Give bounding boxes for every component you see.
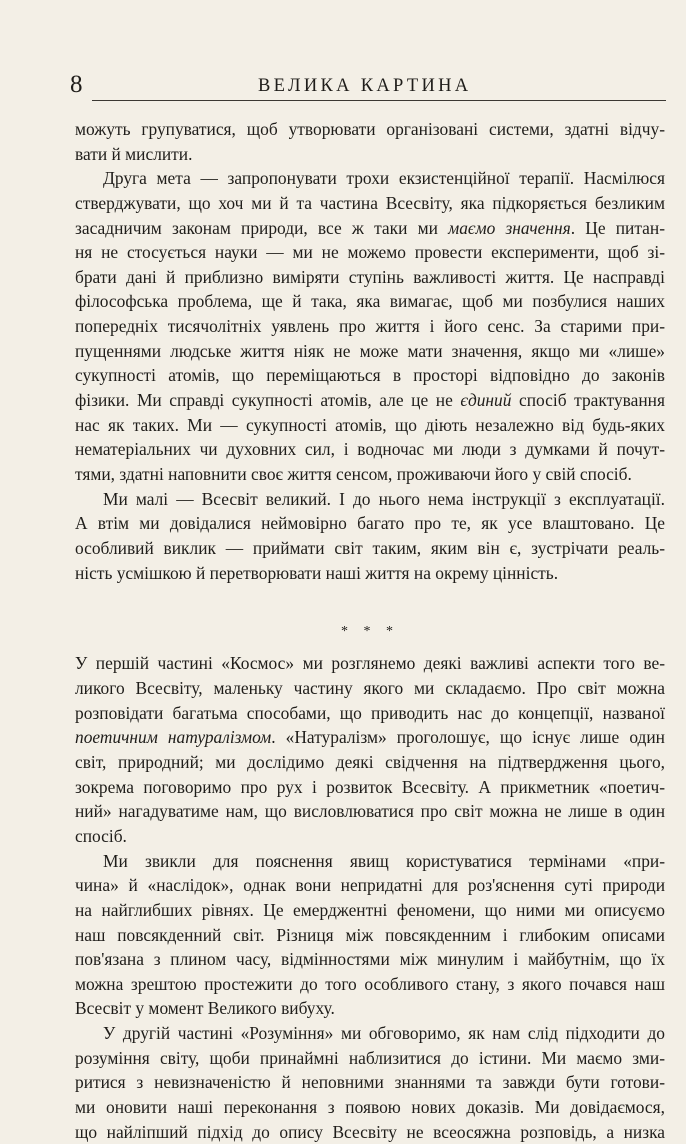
text-line: попередніх тисячолітніх уявлень про життя і його сенс. За старими при- [75,316,665,337]
text-line: наш повсякденний світ. Різниця між повсякденним і глибоким описами [75,924,665,945]
text-line: ня не стосується науки — ми не можемо провести експерименти, щоб зі- [75,242,665,263]
text-line: брати дані й приблизно виміряти ступінь важливості життя. Це насправді [75,266,665,287]
text-line: світ, природний; ми дослідимо деякі свідчення на підтвердження цього, [75,752,665,773]
text-line: розповідати багатьма способами, що приводить нас до концепції, названої [75,702,665,723]
text-line: У першій частині «Космос» ми розглянемо деякі важливі аспекти того ве- [75,653,665,674]
text-line: поетичним натуралізмом. «Натуралізм» проголошує, що існує лише один [75,727,665,748]
text-line: сукупності атомів, що переміщаються в просторі відповідно до законів [75,365,665,386]
text-line: пущеннями людське життя ніяк не може мати значення, якщо ми «лише» [75,340,665,361]
text-line: зокрема поговоримо про рух і розвиток Всесвіту. А прикметник «поетич- [75,776,665,797]
text-line: ликого Всесвіту, маленьку частину якого ми складаємо. Про світ можна [75,678,665,699]
text-line: фізики. Ми справді сукупності атомів, але це не єдиний спосіб трактування [75,390,665,411]
text-line: чина» й «наслідок», однак вони непридатні для роз'яснення суті природи [75,875,665,896]
emphasis: маємо значення [448,217,571,238]
text-line: Друга мета — запропонувати трохи екзистенційної терапії. Насмілюся [103,168,665,189]
emphasis: поетичним натуралізмом [75,727,272,748]
text-line: Всесвіт у момент Великого вибуху. [75,998,335,1019]
text-line: пов'язана з плином часу, відмінностями між минулим і майбутнім, що їх [75,949,665,970]
text-line: ритися з невизначеністю й неповними знаннями та завжди бути готови- [75,1072,665,1093]
running-head: ВЕЛИКА КАРТИНА [258,76,472,96]
text-line: ний» нагадуватиме нам, що висловлюватися про світ можна не лише в один [75,801,665,822]
text-line: вати й мислити. [75,143,193,164]
header-rule [92,100,666,101]
text-line: спосіб. [75,825,127,846]
page-number: 8 [70,71,83,98]
text-line: ми оновити наші переконання з появою нових доказів. Ми довідаємося, [75,1096,665,1117]
text-line: У другій частині «Розуміння» ми обговоримо, як нам слід підходити до [103,1023,665,1044]
text-line: нематеріальних чи духовних сил, і водночас ми люди з думками й почут- [75,439,665,460]
text-line: тями, здатні наповнити своє життя сенсом, проживаючи його у свій спосіб. [75,463,632,484]
section-separator: * * * [341,623,399,639]
text-line: засадничим законам природи, все ж таки ми маємо значення. Це питан- [75,217,665,238]
text-line: розуміння світу, щоби принаймні наблизитися до істини. Ми маємо зми- [75,1047,665,1068]
text-line: філософська проблема, ще й така, яка вимагає, щоб ми позбулися наших [75,291,665,312]
text-line: А втім ми довідалися неймовірно багато про те, як усе влаштовано. Це [75,513,665,534]
emphasis: єдиний [460,390,512,411]
text-line: що найліпший підхід до опису Всесвіту не всеосяжна розповідь, а низка [75,1121,665,1142]
text-line: особливий виклик — приймати світ таким, яким він є, зустрічати реаль- [75,537,665,558]
body-text [75,117,665,1144]
text-line: нас як таких. Ми — сукупності атомів, що діють незалежно від будь-яких [75,414,665,435]
text-line: Ми малі — Всесвіт великий. І до нього нема інструкції з експлуатації. [103,488,665,509]
text-line: Ми звикли для пояснення явищ користуватися термінами «при- [103,850,665,871]
text-line: можна зрештою простежити до того особливого стану, з якого почався наш [75,973,665,994]
text-line: можуть групуватися, щоб утворювати організовані системи, здатні відчу- [75,119,665,139]
text-line: ність усмішкою й перетворювати наші життя на окрему цінність. [75,562,559,583]
text-line: на найглибших рівнях. Це емерджентні феномени, що ними ми описуємо [75,899,665,920]
text-line: стверджувати, що хоч ми й та частина Всесвіту, яка підкоряється безликим [75,192,665,213]
page-header [68,70,666,100]
